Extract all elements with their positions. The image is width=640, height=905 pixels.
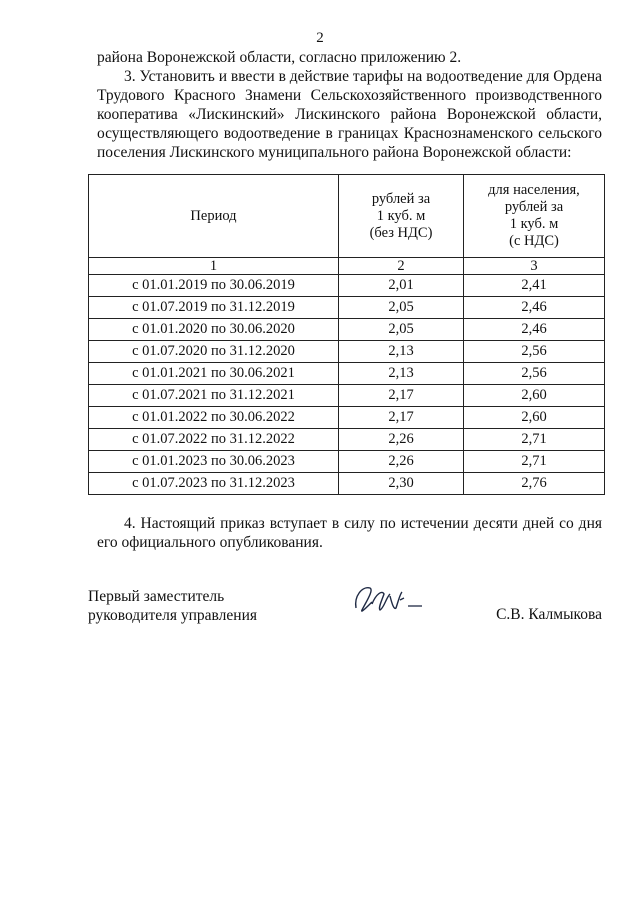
text-line: кооператива «Лискинский» Лискинского района Воронежской области, (97, 106, 602, 123)
table-row (89, 363, 605, 385)
price-with-vat-cell: 2,56 (464, 363, 605, 385)
position-line: Первый заместитель (88, 588, 225, 605)
price-without-vat-cell: 2,30 (339, 473, 464, 495)
column-index-row (89, 258, 605, 275)
paragraph-3 (97, 67, 602, 162)
price-without-vat-cell: 2,05 (339, 319, 464, 341)
price-with-vat-cell: 2,60 (464, 407, 605, 429)
header-line: 1 куб. м (509, 216, 559, 232)
price-without-vat-cell: 2,17 (339, 407, 464, 429)
table-row (89, 473, 605, 495)
text-line: 4. Настоящий приказ вступает в силу по истечении десяти дней со дня (124, 515, 602, 532)
table-row (89, 275, 605, 297)
header-line: Период (190, 207, 237, 224)
price-with-vat-cell: 2,46 (464, 319, 605, 341)
price-without-vat-cell: 2,05 (339, 297, 464, 319)
price-with-vat-cell: 2,71 (464, 429, 605, 451)
header-period (89, 175, 339, 258)
text-line: 3. Установить и ввести в действие тарифы на водоотведение для Ордена (124, 68, 602, 85)
price-with-vat-cell: 2,41 (464, 275, 605, 297)
paragraph-4 (97, 514, 602, 552)
column-index: 1 (89, 258, 339, 275)
table-row (89, 429, 605, 451)
price-without-vat-cell: 2,26 (339, 429, 464, 451)
text-line: района Воронежской области, согласно приложению 2. (97, 49, 462, 66)
price-without-vat-cell: 2,26 (339, 451, 464, 473)
header-line: 1 куб. м (376, 207, 426, 224)
header-price-without-vat (339, 175, 464, 258)
period-cell: с 01.07.2022 по 31.12.2022 (89, 429, 339, 451)
signatory-position (88, 587, 257, 625)
price-with-vat-cell: 2,60 (464, 385, 605, 407)
header-line: (без НДС) (369, 224, 433, 241)
text-line: поселения Лискинского муниципального района Воронежской области: (97, 144, 572, 161)
table-row (89, 407, 605, 429)
column-index: 3 (464, 258, 605, 275)
period-cell: с 01.01.2022 по 30.06.2022 (89, 407, 339, 429)
price-without-vat-cell: 2,13 (339, 341, 464, 363)
header-price-with-vat (464, 175, 605, 258)
text-line: осуществляющего водоотведение в границах Краснознаменского сельского (97, 125, 602, 142)
table-row (89, 385, 605, 407)
header-line: для населения, (488, 182, 580, 198)
price-without-vat-cell: 2,17 (339, 385, 464, 407)
signatory-name: С.В. Калмыкова (496, 606, 602, 623)
position-line: руководителя управления (88, 607, 258, 624)
column-index: 2 (339, 258, 464, 275)
price-with-vat-cell: 2,46 (464, 297, 605, 319)
header-line: рублей за (371, 190, 431, 207)
period-cell: с 01.07.2023 по 31.12.2023 (89, 473, 339, 495)
text-line: Трудового Красного Знамени Сельскохозяйственного производственного (97, 87, 602, 104)
table-row (89, 341, 605, 363)
handwritten-signature (348, 580, 428, 620)
period-cell: с 01.01.2019 по 30.06.2019 (89, 275, 339, 297)
table-row (89, 319, 605, 341)
period-cell: с 01.07.2021 по 31.12.2021 (89, 385, 339, 407)
text-line: его официального опубликования. (97, 534, 323, 551)
period-cell: с 01.07.2019 по 31.12.2019 (89, 297, 339, 319)
tariff-table (88, 174, 605, 495)
table-header-row (89, 175, 605, 258)
table-row (89, 297, 605, 319)
table-row (89, 451, 605, 473)
header-line: рублей за (504, 199, 564, 215)
period-cell: с 01.01.2020 по 30.06.2020 (89, 319, 339, 341)
price-with-vat-cell: 2,71 (464, 451, 605, 473)
price-without-vat-cell: 2,01 (339, 275, 464, 297)
price-with-vat-cell: 2,56 (464, 341, 605, 363)
price-with-vat-cell: 2,76 (464, 473, 605, 495)
page-number: 2 (316, 30, 324, 46)
period-cell: с 01.01.2023 по 30.06.2023 (89, 451, 339, 473)
paragraph-2-end (97, 48, 602, 67)
header-line: (с НДС) (509, 233, 559, 249)
period-cell: с 01.01.2021 по 30.06.2021 (89, 363, 339, 385)
period-cell: с 01.07.2020 по 31.12.2020 (89, 341, 339, 363)
price-without-vat-cell: 2,13 (339, 363, 464, 385)
